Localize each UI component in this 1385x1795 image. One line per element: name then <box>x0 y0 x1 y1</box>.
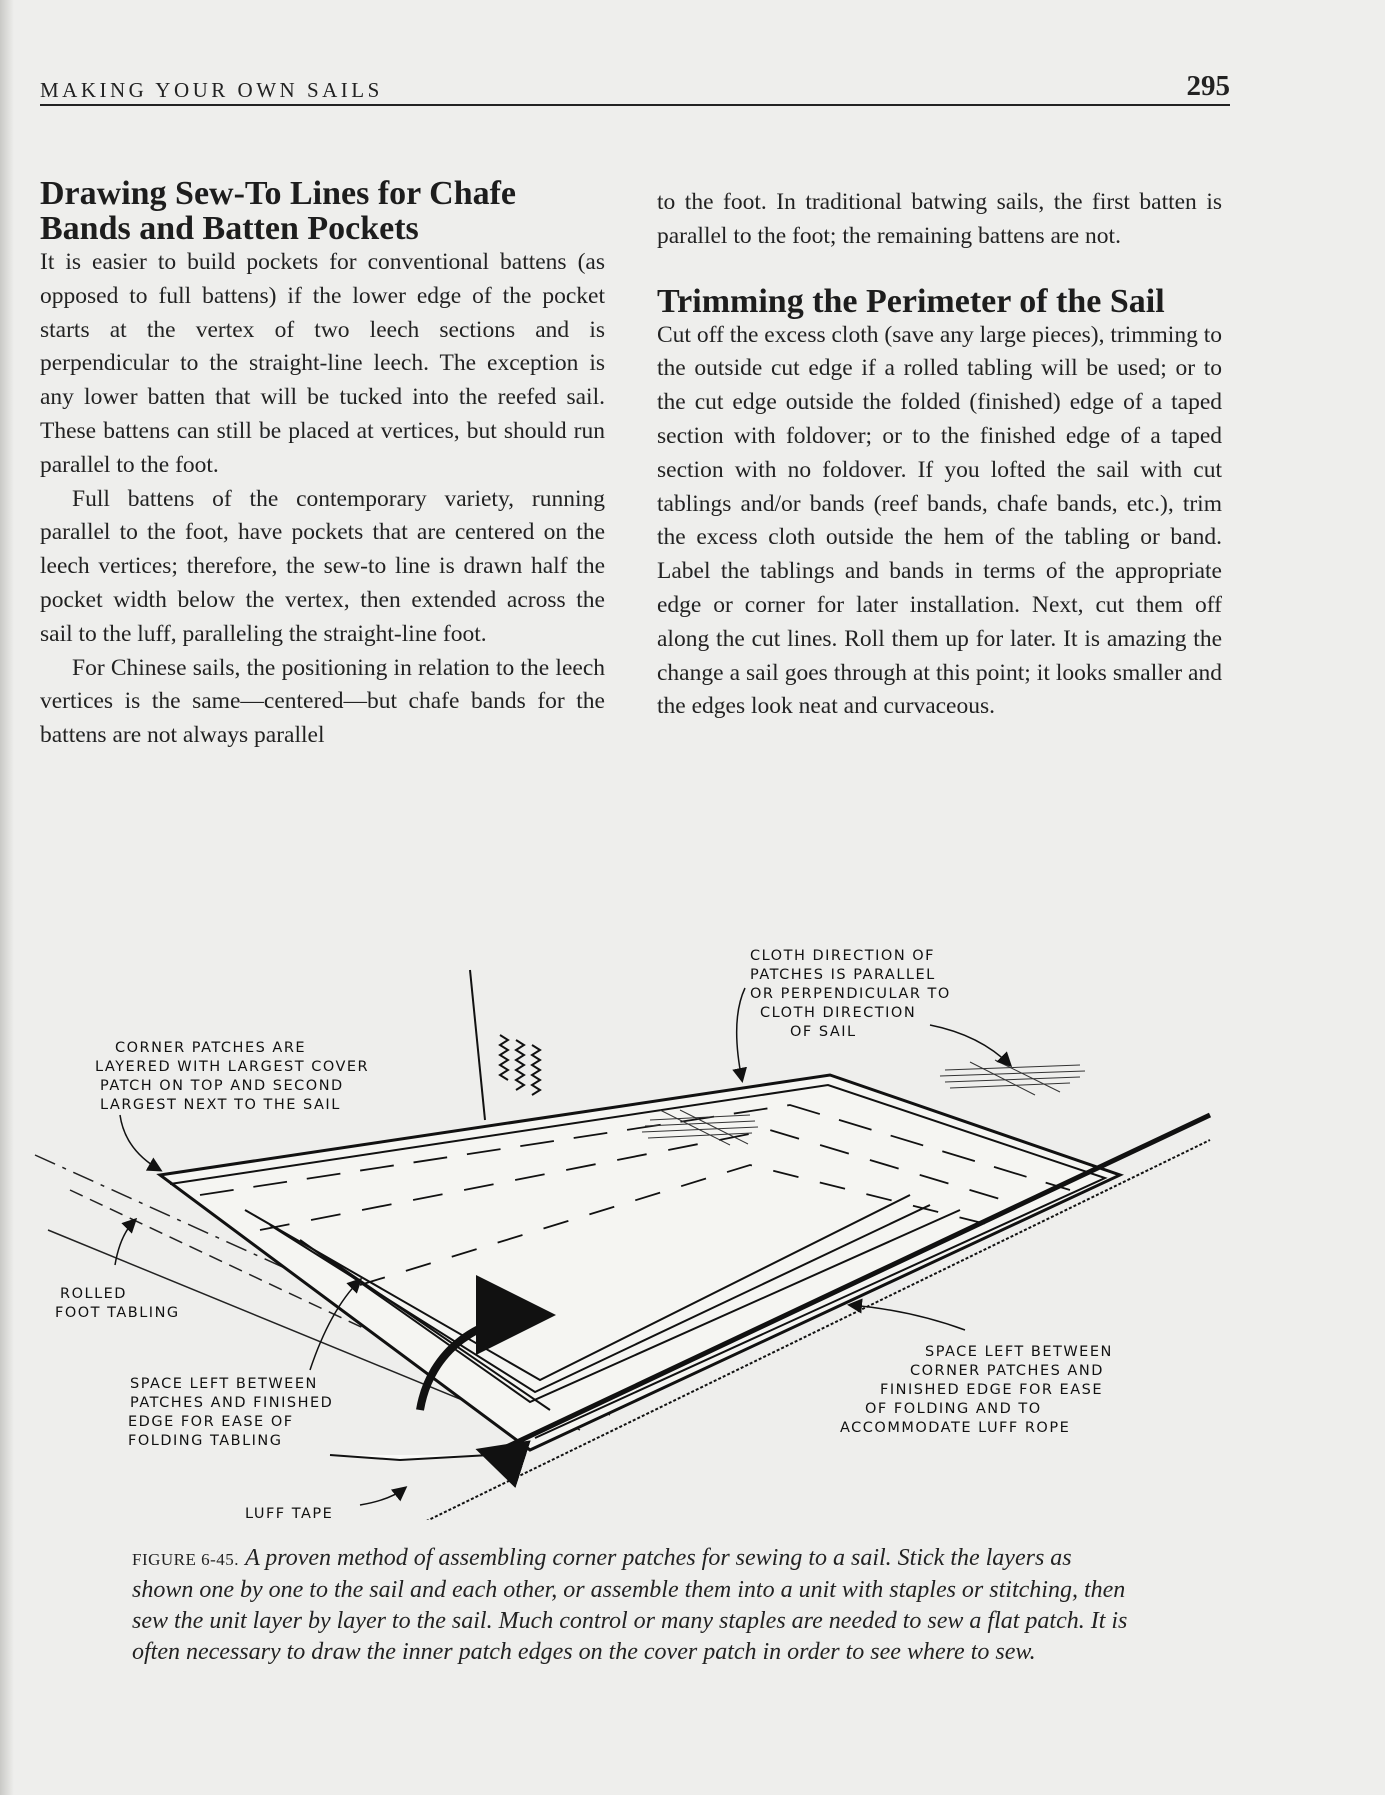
paragraph-continuation: to the foot. In traditional batwing sails, the first batten is parallel to the foot; the remaining battens are not. <box>657 189 1222 249</box>
label-luff-tape: LUFF TAPE <box>245 1506 334 1520</box>
running-title: MAKING YOUR OWN SAILS <box>40 78 383 102</box>
label-corner-patches: CORNER PATCHES ARE LAYERED WITH LARGEST COVER PATCH ON TOP AND SECOND LARGEST NEXT TO THE SAIL <box>95 1040 370 1113</box>
figure-caption <box>132 1543 1132 1668</box>
paragraph: It is easier to build pockets for conventional battens (as opposed to full battens) if the lower edge of the pocket starts at the vertex of two leech sections and is perpendicular to the straight-line leech. The exception is any lower batten that will be tucked into the reefed sail. These battens can still be placed at vertices, but should run parallel to the foot. <box>40 249 605 478</box>
sail-corner-drawing <box>30 940 1240 1520</box>
label-rolled-foot-tabling: ROLLED FOOT TABLING <box>55 1286 180 1321</box>
caption-text: A proven method of assembling corner patches for sewing to a sail. Stick the layers as shown one by one to the sail and each other, or assemble them into a unit with staples or stitching, then sew the unit layer by layer to the sail. Much control or many staples are needed to sew a flat patch. It is often necessary to draw the inner patch edges on the cover patch in order to see where to sew. <box>132 1545 1128 1665</box>
right-column <box>657 186 1222 724</box>
label-cloth-direction: CLOTH DIRECTION OF PATCHES IS PARALLEL OR PERPENDICULAR TO CLOTH DIRECTION OF SAIL <box>750 948 951 1040</box>
caption-number: FIGURE 6-45. <box>132 1550 240 1569</box>
page-number: 295 <box>1186 70 1230 102</box>
label-space-patches: SPACE LEFT BETWEEN PATCHES AND FINISHED EDGE FOR EASE OF FOLDING TABLING <box>128 1376 334 1449</box>
paragraph: For Chinese sails, the positioning in relation to the leech vertices is the same—centered—but chafe bands for the battens are not always parallel <box>40 654 605 749</box>
figure-corner-patches-illustration <box>30 940 1240 1520</box>
stitch-symbol-icon <box>470 970 540 1120</box>
page-spine-shadow <box>0 0 14 1795</box>
running-header <box>40 70 1230 106</box>
paragraph: Cut off the excess cloth (save any large pieces), trimming to the outside cut edge if a rolled tabling will be used; or to the cut edge outside the folded (finished) edge of a taped section with foldover; or to the finished edge of a taped section with no foldover. If you lofted the sail with cut tablings and/or bands (reef bands, chafe bands, etc.), trim the excess cloth outside the hem of the tabling or band. Label the tablings and bands in terms of the appropriate edge or corner for later installation. Next, cut them off along the cut lines. Roll them up for later. It is amazing the change a sail goes through at this point; it looks smaller and the edges look neat and curvaceous. <box>657 321 1222 720</box>
section-heading-trimming: Trimming the Perimeter of the Sail <box>657 282 1165 320</box>
label-space-corner: SPACE LEFT BETWEEN CORNER PATCHES AND FINISHED EDGE FOR EASE OF FOLDING AND TO ACCOMMODATE LUFF ROPE <box>840 1344 1113 1436</box>
left-column <box>40 176 605 753</box>
cloth-swatch-icon <box>940 1060 1085 1095</box>
paragraph: Full battens of the contemporary variety, running parallel to the foot, have pockets that are centered on the leech vertices; therefore, the sew-to line is drawn half the pocket width below the vertex, then extended across the sail to the luff, paralleling the straight-line foot. <box>40 485 605 647</box>
section-heading-sew-to-lines: Drawing Sew-To Lines for Chafe Bands and Batten Pockets <box>40 175 517 247</box>
